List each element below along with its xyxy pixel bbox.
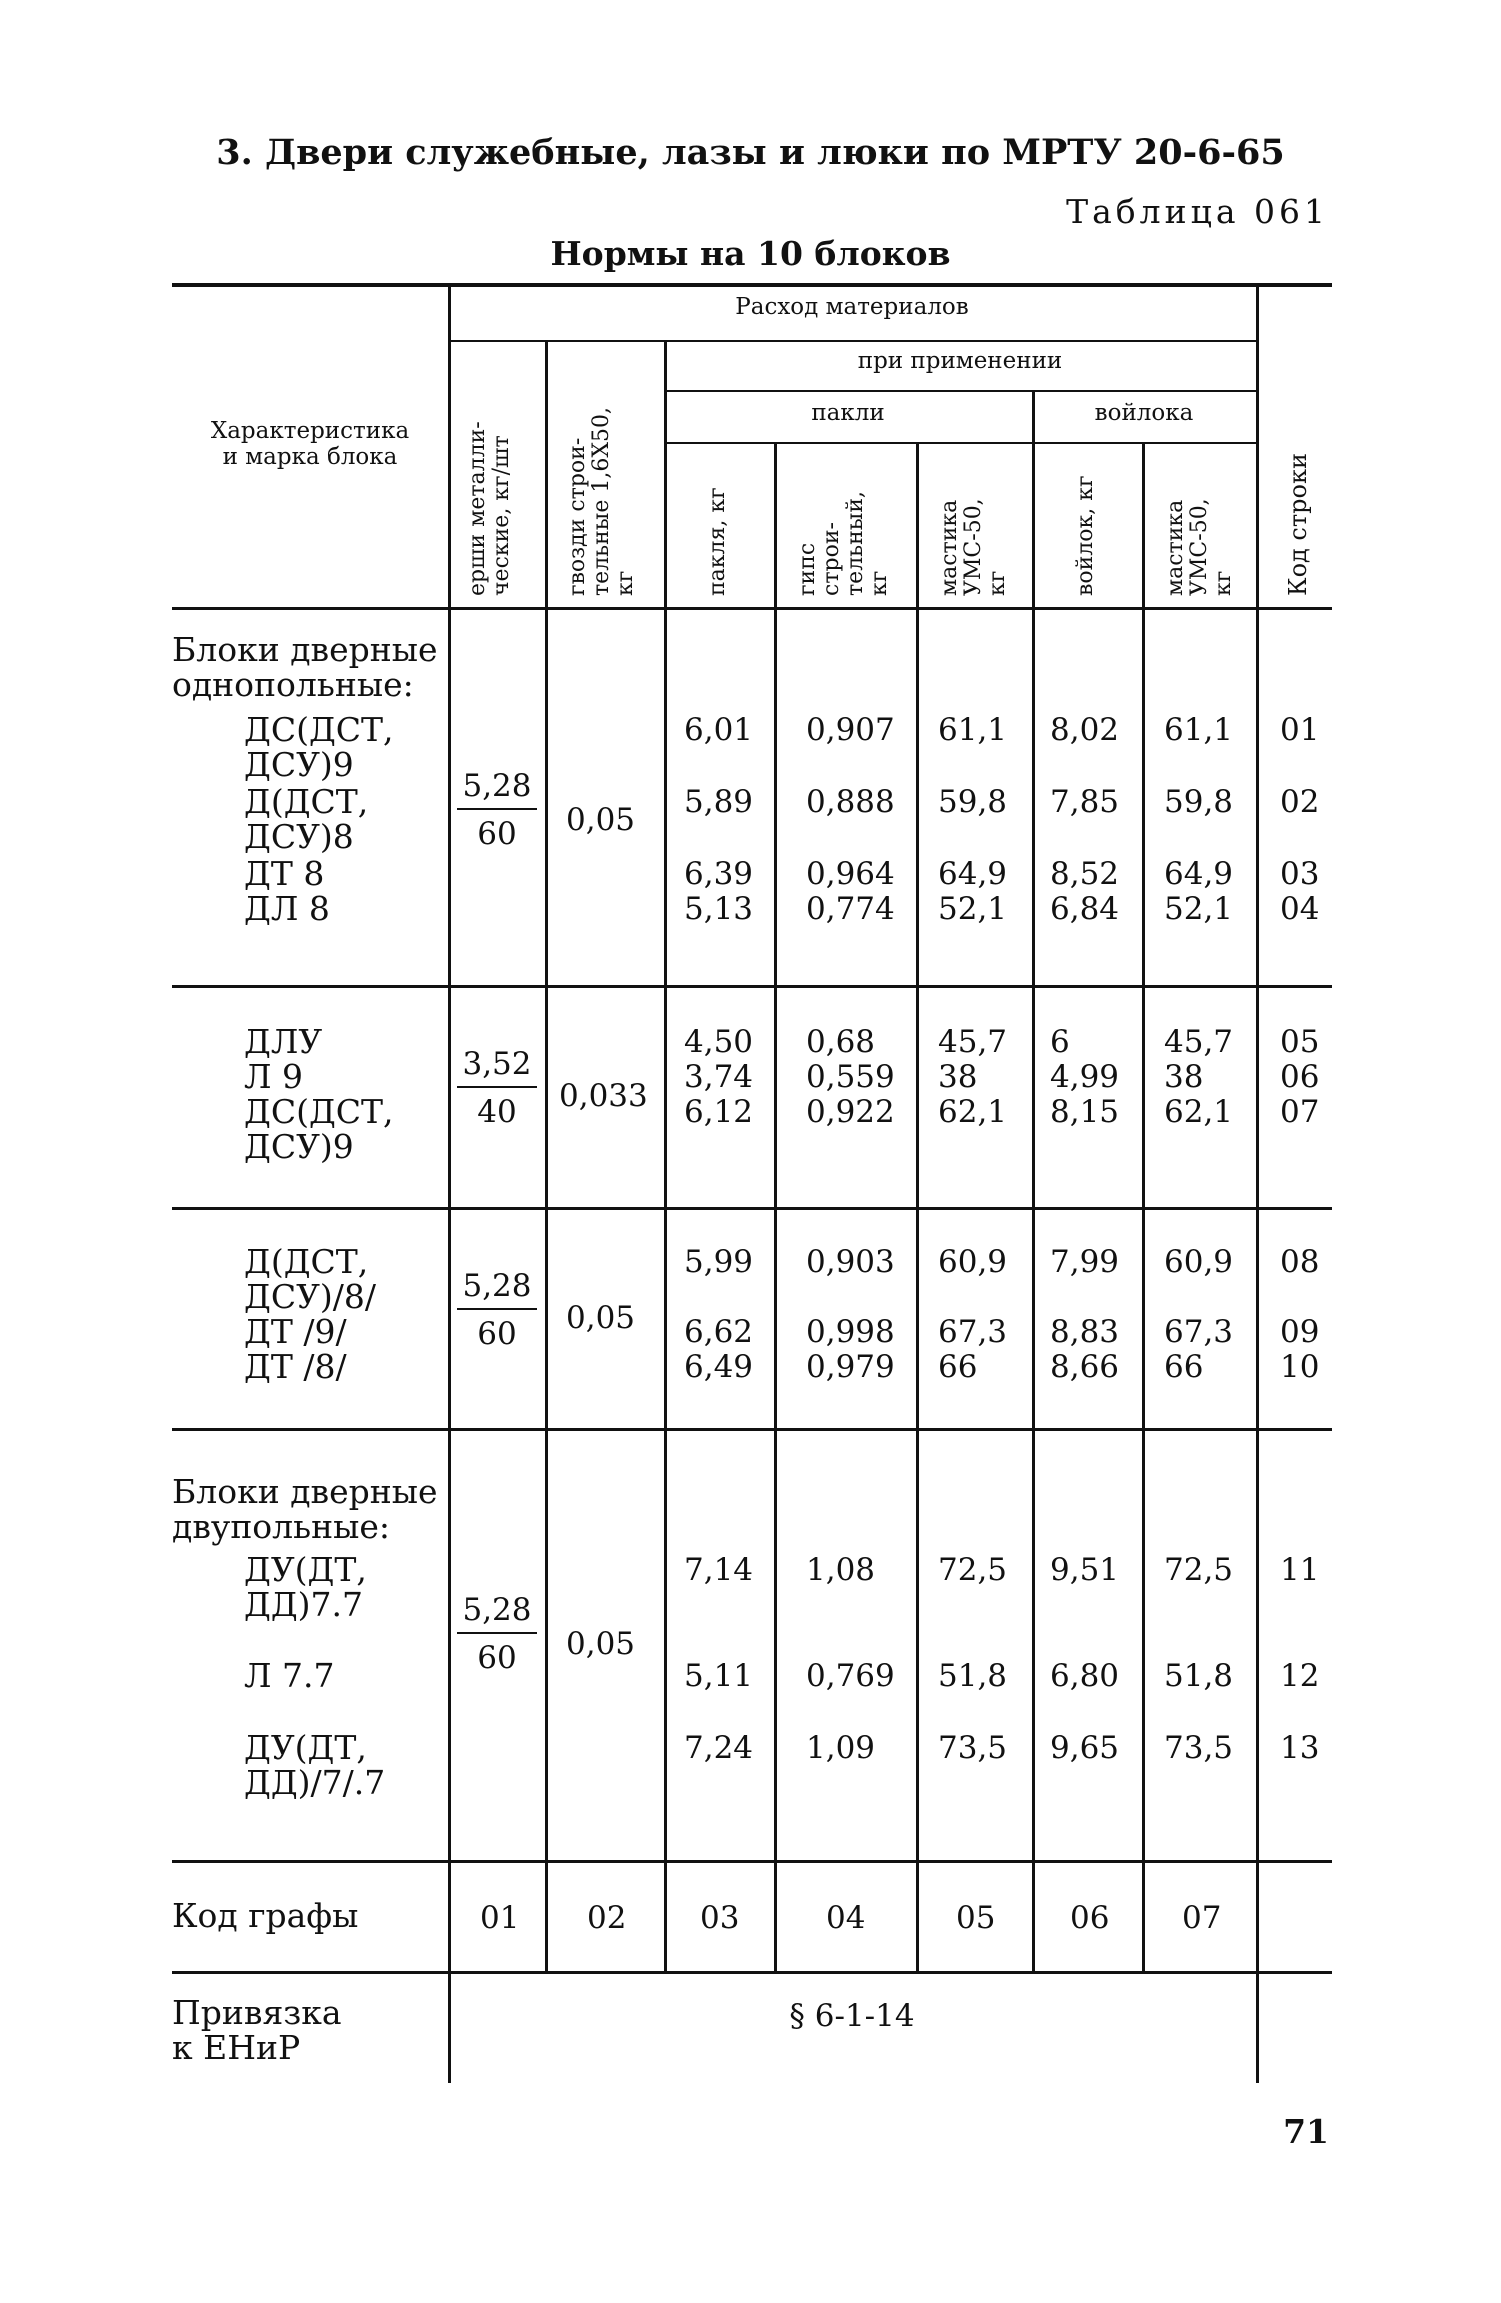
rule-under-subgroups [664,442,1256,444]
binding-label: Привязка к ЕНиР [172,1993,342,2067]
value-gips: 0,907 [806,712,895,748]
row-code: 06 [1280,1059,1320,1095]
row-label: ДТ 8 [244,854,325,893]
vrule-1 [448,287,451,2083]
row-label: ДТ /8/ [244,1347,347,1386]
value-mastika2: 45,7 [1164,1024,1234,1060]
value-paklya: 6,12 [684,1094,754,1130]
value-paklya: 7,14 [684,1552,754,1588]
row-label: ДУ(ДТ, ДД)7.7 [244,1550,367,1624]
column-code: 07 [1182,1900,1222,1936]
value-mastika1: 59,8 [938,784,1008,820]
row-label: Д(ДСТ, ДСУ)/8/ [244,1242,377,1316]
value-mastika2: 60,9 [1164,1244,1234,1280]
value-paklya: 3,74 [684,1059,754,1095]
column-code: 06 [1070,1900,1110,1936]
value-gips: 1,09 [806,1730,876,1766]
value-gips: 0,964 [806,856,895,892]
row-label: Л 9 [244,1057,304,1096]
row-code: 07 [1280,1094,1320,1130]
value-voilok: 6,80 [1050,1658,1120,1694]
value-paklya: 5,99 [684,1244,754,1280]
header-materials: Расход материалов [735,294,969,320]
ershi-mass: 5,28 [457,1592,537,1634]
row-code: 12 [1280,1658,1320,1694]
row-code: 04 [1280,891,1320,927]
ershi-count: 60 [477,816,517,852]
value-mastika2: 51,8 [1164,1658,1234,1694]
value-voilok: 8,66 [1050,1349,1120,1385]
value-mastika1: 62,1 [938,1094,1008,1130]
value-paklya: 5,89 [684,784,754,820]
row-label: Д(ДСТ, ДСУ)8 [244,782,369,856]
gvozdi-value: 0,05 [566,1300,636,1336]
rule-under-materials [448,340,1256,342]
vrule-2 [545,340,548,1971]
row-code: 01 [1280,712,1320,748]
value-mastika1: 72,5 [938,1552,1008,1588]
value-mastika2: 66 [1164,1349,1204,1385]
ershi-mass: 3,52 [457,1046,537,1088]
value-voilok: 6 [1050,1024,1070,1060]
value-paklya: 4,50 [684,1024,754,1060]
value-gips: 0,998 [806,1314,895,1350]
group4-bottom-rule [172,1860,1332,1863]
header-code: Код строки [1284,453,1312,596]
row-label: ДЛУ [244,1022,323,1061]
header-gips: гипс строи- тельный, кг [795,491,892,596]
group1-heading: Блоки дверные однопольные: [172,630,438,704]
value-paklya: 6,39 [684,856,754,892]
value-paklya: 6,49 [684,1349,754,1385]
header-voiloka: войлока [1094,400,1194,426]
value-voilok: 9,65 [1050,1730,1120,1766]
value-mastika2: 52,1 [1164,891,1234,927]
header-bottom-rule [172,607,1332,610]
table-subtitle: Нормы на 10 блоков [550,234,951,273]
row-label: ДУ(ДТ, ДД)/7/.7 [244,1728,386,1802]
value-gips: 0,774 [806,891,895,927]
value-mastika1: 67,3 [938,1314,1008,1350]
header-characteristic-line1: Характеристика [210,418,410,444]
value-mastika1: 60,9 [938,1244,1008,1280]
row-label: ДЛ 8 [244,889,330,928]
row-code: 10 [1280,1349,1320,1385]
value-paklya: 5,11 [684,1658,754,1694]
value-voilok: 7,99 [1050,1244,1120,1280]
ershi-mass: 5,28 [457,1268,537,1310]
value-voilok: 7,85 [1050,784,1120,820]
value-mastika2: 72,5 [1164,1552,1234,1588]
row-code: 02 [1280,784,1320,820]
table-top-rule [172,283,1332,287]
header-ershi: ерши металли- ческие, кг/шт [465,421,514,596]
value-voilok: 9,51 [1050,1552,1120,1588]
value-mastika1: 73,5 [938,1730,1008,1766]
header-gvozdi: гвозди строи- тельные 1,6Х50, кг [565,407,638,596]
value-voilok: 6,84 [1050,891,1120,927]
value-paklya: 7,24 [684,1730,754,1766]
gvozdi-value: 0,033 [559,1078,648,1114]
row-label: ДС(ДСТ, ДСУ)9 [244,1092,394,1166]
row-code: 05 [1280,1024,1320,1060]
value-mastika1: 52,1 [938,891,1008,927]
row-code: 09 [1280,1314,1320,1350]
value-voilok: 8,02 [1050,712,1120,748]
table-number: Таблица 061 [1066,192,1329,231]
ershi-fraction [457,1046,537,1130]
group4-heading: Блоки дверные двупольные: [172,1472,438,1546]
page-number: 71 [1283,2112,1329,2151]
binding-value: § 6-1-14 [789,1998,915,2034]
header-mastika2: мастика УМС-50, кг [1163,498,1236,596]
ershi-count: 60 [477,1640,517,1676]
ershi-count: 40 [477,1094,517,1130]
column-codes-label: Код графы [172,1896,359,1935]
column-code: 04 [826,1900,866,1936]
value-mastika2: 64,9 [1164,856,1234,892]
row-code: 11 [1280,1552,1320,1588]
column-code: 01 [480,1900,520,1936]
vrule-3 [664,340,667,1971]
value-mastika2: 61,1 [1164,712,1234,748]
row-label: Л 7.7 [244,1656,335,1695]
page-title: 3. Двери служебные, лазы и люки по МРТУ 20-6-65 [216,132,1285,173]
value-mastika2: 67,3 [1164,1314,1234,1350]
header-voilok: войлок, кг [1073,475,1098,596]
header-application: при применении [857,348,1063,374]
vrule-4 [774,442,777,1971]
vrule-8 [1256,287,1259,2083]
codes-bottom-rule [172,1971,1332,1974]
value-mastika1: 45,7 [938,1024,1008,1060]
value-paklya: 5,13 [684,891,754,927]
row-label: ДС(ДСТ, ДСУ)9 [244,710,394,784]
vrule-5 [916,442,919,1971]
value-gips: 0,903 [806,1244,895,1280]
value-gips: 1,08 [806,1552,876,1588]
row-label: ДТ /9/ [244,1312,347,1351]
value-mastika2: 73,5 [1164,1730,1234,1766]
gvozdi-value: 0,05 [566,1626,636,1662]
value-voilok: 8,15 [1050,1094,1120,1130]
ershi-fraction [457,1592,537,1676]
value-mastika1: 38 [938,1059,978,1095]
value-mastika2: 38 [1164,1059,1204,1095]
column-code: 05 [956,1900,996,1936]
value-gips: 0,769 [806,1658,895,1694]
value-voilok: 8,83 [1050,1314,1120,1350]
ershi-fraction [457,1268,537,1352]
header-mastika1: мастика УМС-50, кг [937,498,1010,596]
value-voilok: 4,99 [1050,1059,1120,1095]
row-code: 13 [1280,1730,1320,1766]
row-code: 03 [1280,856,1320,892]
gvozdi-value: 0,05 [566,802,636,838]
ershi-mass: 5,28 [457,768,537,810]
value-mastika2: 59,8 [1164,784,1234,820]
vrule-7 [1142,442,1145,1971]
vrule-6 [1032,390,1035,1971]
group3-bottom-rule [172,1428,1332,1431]
value-mastika1: 66 [938,1349,978,1385]
ershi-fraction [457,768,537,852]
header-characteristic-line2: и марка блока [222,444,398,470]
column-code: 02 [587,1900,627,1936]
value-paklya: 6,62 [684,1314,754,1350]
value-gips: 0,922 [806,1094,895,1130]
value-mastika1: 51,8 [938,1658,1008,1694]
column-code: 03 [700,1900,740,1936]
value-mastika2: 62,1 [1164,1094,1234,1130]
value-mastika1: 61,1 [938,712,1008,748]
value-gips: 0,979 [806,1349,895,1385]
value-gips: 0,559 [806,1059,895,1095]
group1-bottom-rule [172,985,1332,988]
value-gips: 0,68 [806,1024,876,1060]
header-characteristic [172,418,448,470]
header-paklya: пакля, кг [705,487,730,596]
value-mastika1: 64,9 [938,856,1008,892]
group2-bottom-rule [172,1207,1332,1210]
value-paklya: 6,01 [684,712,754,748]
rule-under-application [664,390,1256,392]
row-code: 08 [1280,1244,1320,1280]
ershi-count: 60 [477,1316,517,1352]
value-voilok: 8,52 [1050,856,1120,892]
value-gips: 0,888 [806,784,895,820]
header-pakli: пакли [811,400,885,426]
